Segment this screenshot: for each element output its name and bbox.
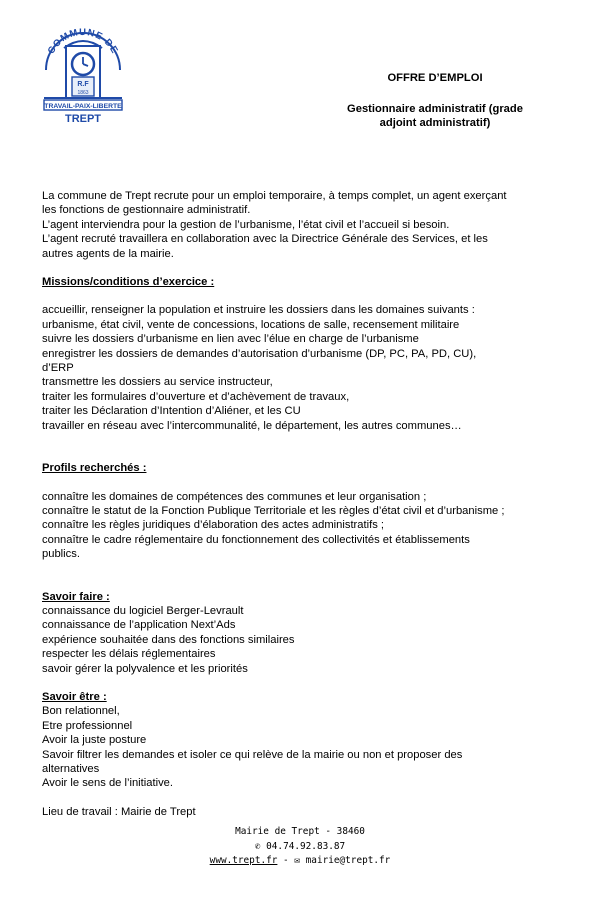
savoir-faire-line: respecter les délais réglementaires	[42, 648, 216, 661]
intro-line: L’agent interviendra pour la gestion de l’urbanisme, l’état civil et l’accueil si besoin.	[42, 218, 450, 231]
profils-line: connaître le cadre réglementaire du fonctionnement des collectivités et établissements	[42, 533, 470, 546]
intro-line: La commune de Trept recrute pour un emploi temporaire, à temps complet, un agent exerçant	[42, 190, 507, 202]
savoir-etre-line: Etre professionnel	[42, 719, 133, 732]
footer-separator: -	[277, 855, 295, 867]
savoir-etre-line: alternatives	[42, 763, 100, 775]
clock-tower-icon	[38, 26, 128, 126]
savoir-faire-line: expérience souhaitée dans des fonctions similaires	[42, 633, 295, 646]
profils-heading: Profils recherchés :	[42, 462, 147, 475]
missions-line: suivre les dossiers d’urbanisme en lien avec l’élue en charge de l’urbanisme	[42, 333, 419, 346]
footer-address: Mairie de Trept - 38460	[235, 826, 365, 837]
profils-line: connaître les domaines de compétences des communes et leur organisation ;	[42, 490, 427, 503]
savoir-etre-heading: Savoir être :	[42, 690, 107, 703]
savoir-faire-heading: Savoir faire :	[42, 590, 110, 603]
intro-line: autres agents de la mairie.	[42, 247, 174, 260]
missions-line: accueillir, renseigner la population et instruire les dossiers dans les domaines suivants :	[42, 304, 475, 317]
intro-line: L’agent recruté travaillera en collaboration avec la Directrice Générale des Services, et les	[42, 233, 488, 246]
missions-line: enregistrer les dossiers de demandes d’autorisation d’urbanisme (DP, PC, PA, PD, CU),	[42, 347, 477, 360]
logo-shield-text: R.F	[77, 81, 89, 88]
savoir-etre-line: Avoir la juste posture	[42, 734, 147, 747]
job-title-line-2: adjoint administratif)	[379, 117, 491, 129]
logo-town: TREPT	[64, 113, 102, 125]
job-title-line-1: Gestionnaire administratif (grade	[347, 103, 523, 115]
phone-icon: ✆	[254, 840, 261, 852]
logo-shield-year: 1863	[77, 90, 89, 96]
email-link[interactable]: mairie@trept.fr	[305, 855, 391, 867]
missions-line: traiter les formulaires d’ouverture et d’achèvement de travaux,	[42, 390, 350, 403]
savoir-etre-line: Bon relationnel,	[42, 705, 120, 718]
savoir-etre-line: Avoir le sens de l’initiative.	[42, 777, 173, 790]
town-logo	[38, 26, 128, 126]
missions-line: traiter les Déclaration d’Intention d’Aliéner, et les CU	[42, 405, 301, 418]
mail-icon: ✉	[294, 855, 300, 867]
missions-heading: Missions/conditions d’exercice :	[42, 276, 215, 289]
logo-motto: TRAVAIL-PAIX-LIBERTE	[44, 103, 122, 110]
savoir-faire-line: connaissance du logiciel Berger-Levrault	[42, 604, 244, 617]
missions-line: urbanisme, état civil, vente de concessions, locations de salle, recensement militaire	[42, 318, 460, 331]
profils-line: connaître le statut de la Fonction Publique Territoriale et les règles d’état civil et d’urbanisme ;	[42, 504, 505, 517]
missions-line: travailler en réseau avec l’intercommunalité, le département, les autres communes…	[42, 419, 462, 432]
savoir-faire-line: connaissance de l’application Next’Ads	[42, 619, 236, 632]
intro-line: les fonctions de gestionnaire administratif.	[42, 204, 251, 217]
logo-arc-text: COMMUNE DE	[45, 26, 121, 57]
document-header	[300, 71, 570, 130]
profils-line: publics.	[42, 548, 80, 561]
workplace: Lieu de travail : Mairie de Trept	[42, 805, 196, 818]
job-description	[42, 189, 567, 819]
footer-phone: 04.74.92.83.87	[266, 840, 346, 852]
missions-line: transmettre les dossiers au service instructeur,	[42, 376, 273, 389]
missions-line: d’ERP	[42, 362, 74, 375]
website-link[interactable]: www.trept.fr	[209, 855, 278, 867]
savoir-faire-line: savoir gérer la polyvalence et les priorités	[42, 662, 248, 675]
savoir-etre-line: Savoir filtrer les demandes et isoler ce qui relève de la mairie ou non et proposer des	[42, 748, 463, 761]
doc-type: OFFRE D’EMPLOI	[387, 72, 483, 84]
profils-line: connaître les règles juridiques d’élaboration des actes administratifs ;	[42, 519, 385, 532]
contact-footer	[150, 825, 450, 869]
